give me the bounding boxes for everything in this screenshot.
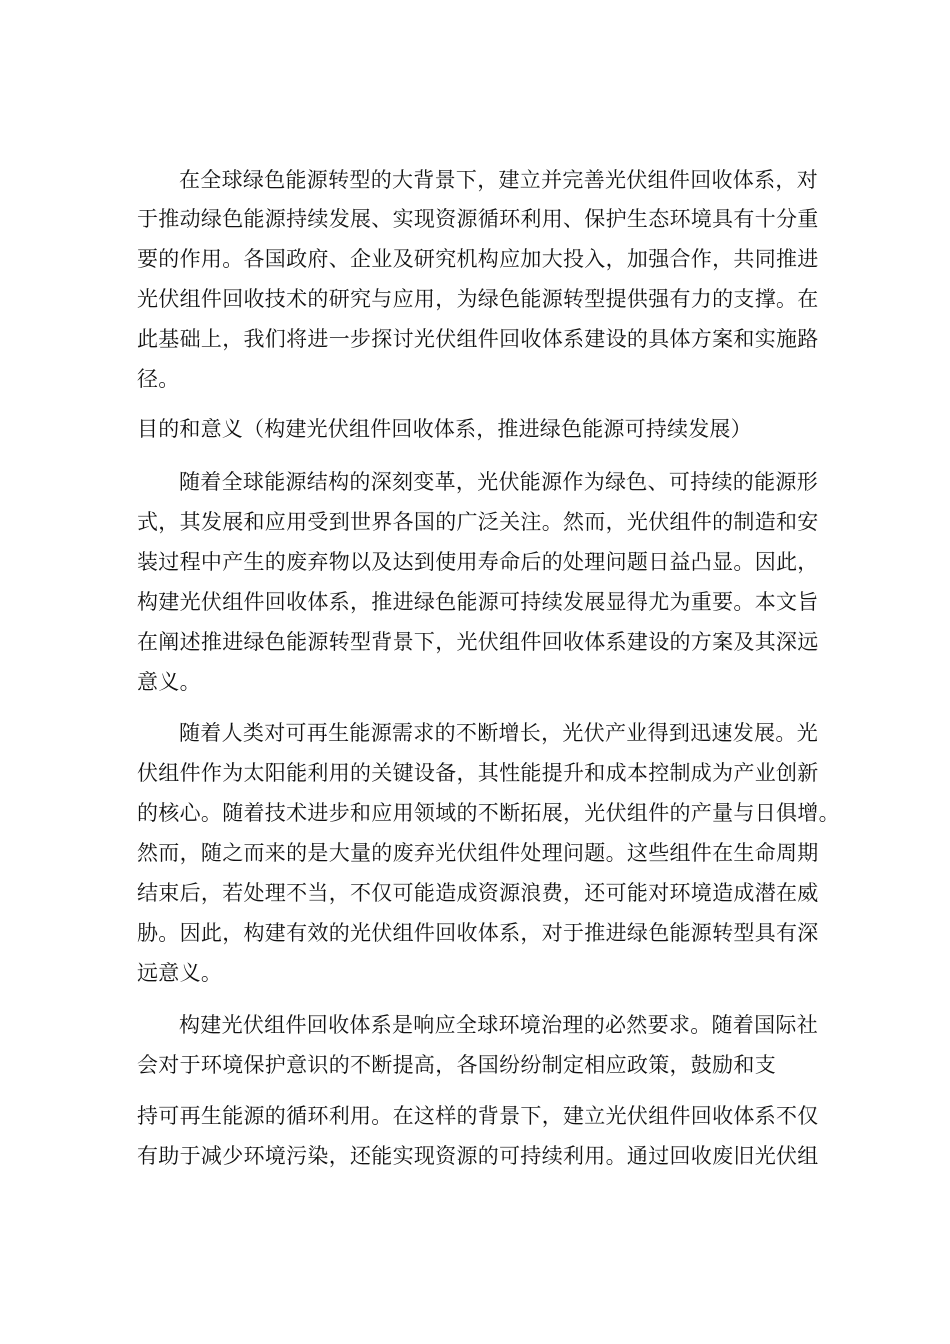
paragraph-3-line-5: 结束后，若处理不当，不仅可能造成资源浪费，还可能对环境造成潜在威 xyxy=(137,881,819,905)
paragraph-4-line-4: 有助于减少环境污染，还能实现资源的可持续利用。通过回收废旧光伏组 xyxy=(137,1144,819,1168)
section-heading: 目的和意义（构建光伏组件回收体系，推进绿色能源可持续发展） xyxy=(137,417,752,441)
paragraph-1-line-4: 光伏组件回收技术的研究与应用，为绿色能源转型提供强有力的支撑。在 xyxy=(137,287,819,311)
paragraph-2-line-5: 在阐述推进绿色能源转型背景下，光伏组件回收体系建设的方案及其深远 xyxy=(137,630,819,654)
paragraph-2-line-4: 构建光伏组件回收体系，推进绿色能源可持续发展显得尤为重要。本文旨 xyxy=(137,590,819,614)
paragraph-1-line-5: 此基础上，我们将进一步探讨光伏组件回收体系建设的具体方案和实施路 xyxy=(137,327,819,351)
paragraph-4-line-2: 会对于环境保护意识的不断提高，各国纷纷制定相应政策，鼓励和支 xyxy=(137,1053,776,1077)
paragraph-4-line-3: 持可再生能源的循环利用。在这样的背景下，建立光伏组件回收体系不仅 xyxy=(137,1104,819,1128)
paragraph-1-line-6: 径。 xyxy=(137,367,180,391)
paragraph-2-line-2: 式，其发展和应用受到世界各国的广泛关注。然而，光伏组件的制造和安 xyxy=(137,510,819,534)
paragraph-3-line-2: 伏组件作为太阳能利用的关键设备，其性能提升和成本控制成为产业创新 xyxy=(137,761,819,785)
paragraph-3-line-3: 的核心。随着技术进步和应用领域的不断拓展，光伏组件的产量与日俱增。 xyxy=(137,801,840,825)
paragraph-3-line-1: 随着人类对可再生能源需求的不断增长，光伏产业得到迅速发展。光 xyxy=(179,721,818,745)
paragraph-3-line-7: 远意义。 xyxy=(137,961,223,985)
paragraph-1-line-2: 于推动绿色能源持续发展、实现资源循环利用、保护生态环境具有十分重 xyxy=(137,207,819,231)
paragraph-3-line-6: 胁。因此，构建有效的光伏组件回收体系，对于推进绿色能源转型具有深 xyxy=(137,921,819,945)
paragraph-2-line-6: 意义。 xyxy=(137,670,201,694)
paragraph-3-line-4: 然而，随之而来的是大量的废弃光伏组件处理问题。这些组件在生命周期 xyxy=(137,841,819,865)
paragraph-2-line-1: 随着全球能源结构的深刻变革，光伏能源作为绿色、可持续的能源形 xyxy=(179,470,818,494)
paragraph-1-line-1: 在全球绿色能源转型的大背景下，建立并完善光伏组件回收体系，对 xyxy=(179,168,818,192)
paragraph-1-line-3: 要的作用。各国政府、企业及研究机构应加大投入，加强合作，共同推进 xyxy=(137,247,819,271)
paragraph-2-line-3: 装过程中产生的废弃物以及达到使用寿命后的处理问题日益凸显。因此， xyxy=(137,550,819,574)
paragraph-4-line-1: 构建光伏组件回收体系是响应全球环境治理的必然要求。随着国际社 xyxy=(179,1013,818,1037)
